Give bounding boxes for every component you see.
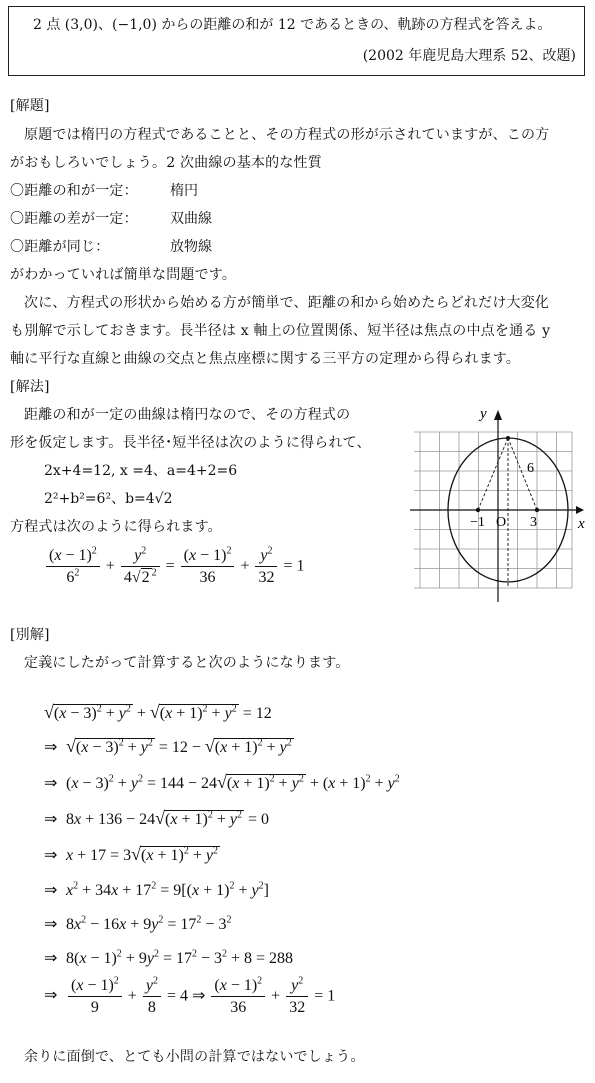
property-curve-hyperbola: 双曲線 [170, 211, 212, 227]
kaidai-p1-line1: 原題では楕円の方程式であることと、その方程式の形が示されていますが、この方 [24, 127, 550, 143]
derivation-step-2: ⇒ $√(x - 3)^2 + y^2 = 12 - √(x + 1)^2 + y^2$ [44, 736, 292, 756]
derivation-step-9: ⇒ $\frac{(x - 1)^2}{9}$ + $\frac{y^2}{8}$ = 4 ⇒ $\frac{(x - 1)^2}{36}$ + $\frac{y^2}{32}$ = 1 [44, 975, 336, 1017]
label-origin: O [496, 515, 507, 530]
derivation-step-3: ⇒ $(x - 3)^2 + y^2 = 144 - 24√(x + 1)^2 + y^2 + (x + 1)^2 + y^2$ [44, 772, 400, 792]
derivation-step-6: ⇒ $x^2 + 34x + 17^2 = 9[(x + 1)^2 + y^2]$ [44, 880, 269, 899]
problem-source: (2002 年鹿児島大理系 52、改題) [362, 48, 576, 64]
y-axis-arrow [494, 410, 502, 420]
kaihou-line1: 距離の和が一定の曲線は楕円なので、その方程式の [24, 407, 351, 423]
kaihou-eq1: 2x+4=12, x =4、a=4+2=6 [44, 463, 238, 479]
property-cond: 〇距離の和が一定： [10, 183, 138, 199]
axis-label-x: x [578, 516, 585, 532]
focus-line-left [478, 438, 508, 510]
property-curve-ellipse: 楕円 [170, 183, 198, 199]
kaihou-line2: 形を仮定します。長半径･短半径は次のように得られて、 [10, 435, 371, 451]
property-item-equal [10, 236, 109, 256]
label-6: 6 [527, 461, 534, 476]
betsukai-intro: 定義にしたがって計算すると次のようになります。 [24, 655, 350, 671]
derivation-step-8: ⇒ $8(x - 1)^2 + 9y^2 = 17^2 - 3^2 + 8 = 288$ [44, 948, 294, 967]
ellipse-graph [410, 402, 590, 604]
kaidai-p3-line1: 次に、方程式の形状から始める方が簡単で、距離の和から始めたらどれだけ大変化 [24, 295, 550, 311]
kaidai-p3-line2: も別解で示しておきます。長半径は x 軸上の位置関係、短半径は焦点の中点を通る y [10, 323, 551, 339]
x-axis-arrow [576, 506, 584, 514]
problem-text: 2 点 (3,0)、(−1,0) からの距離の和が 12 であるときの、軌跡の方程式を答えよ。 [33, 17, 552, 33]
derivation-step-1: $√(x - 3)^2 + y^2 + √(x + 1)^2 + y^2 = 12$ [44, 702, 272, 722]
betsukai-closing: 余りに面倒で、とても小問の計算ではないでしょう。 [24, 1049, 365, 1065]
kaihou-line3: 方程式は次のように得られます。 [10, 519, 222, 535]
kaidai-p1-line2: がおもしろいでしょう。2 次曲線の基本的な性質 [10, 155, 322, 171]
kaihou-eq2: 2²+b²=6²、b=4√2 [44, 491, 173, 507]
ellipse-equation: $\frac{(x - 1)^2}{6^2}$ + $\frac{y^2}{4√2 ^2}$ = $\frac{(x - 1)^2}{36}$ + $\frac{y^2}{32}$ = 1 [44, 546, 305, 587]
label-3: 3 [530, 515, 537, 530]
betsukai-heading: [別解] [10, 627, 50, 643]
derivation-step-4: ⇒ $8x + 136 - 24√(x + 1)^2 + y^2 = 0$ [44, 808, 270, 828]
top-vertex-point [506, 436, 510, 440]
property-cond: 〇距離が同じ： [10, 239, 110, 255]
label-neg1: −1 [470, 515, 485, 530]
problem-box [8, 6, 585, 76]
kaidai-heading: [解題] [10, 98, 50, 114]
property-cond: 〇距離の差が一定： [10, 211, 138, 227]
axis-label-y: y [480, 406, 487, 422]
kaidai-p2: がわかっていれば簡単な問題です。 [10, 267, 237, 283]
property-curve-parabola: 放物線 [170, 239, 212, 255]
derivation-step-5: ⇒ $x + 17 = 3√(x + 1)^2 + y^2$ [44, 844, 218, 864]
kaihou-heading: [解法] [10, 379, 50, 395]
focus-point-right [535, 508, 539, 512]
kaidai-p3-line3: 軸に平行な直線と曲線の交点と焦点座標に関する三平方の定理から得られます。 [10, 351, 521, 367]
axes [410, 420, 576, 602]
derivation-step-7: ⇒ $8x^2 - 16x + 9y^2 = 17^2 - 3^2$ [44, 914, 232, 933]
property-item-diff [10, 208, 138, 228]
focus-point-left [476, 508, 480, 512]
property-item-sum [10, 180, 138, 200]
